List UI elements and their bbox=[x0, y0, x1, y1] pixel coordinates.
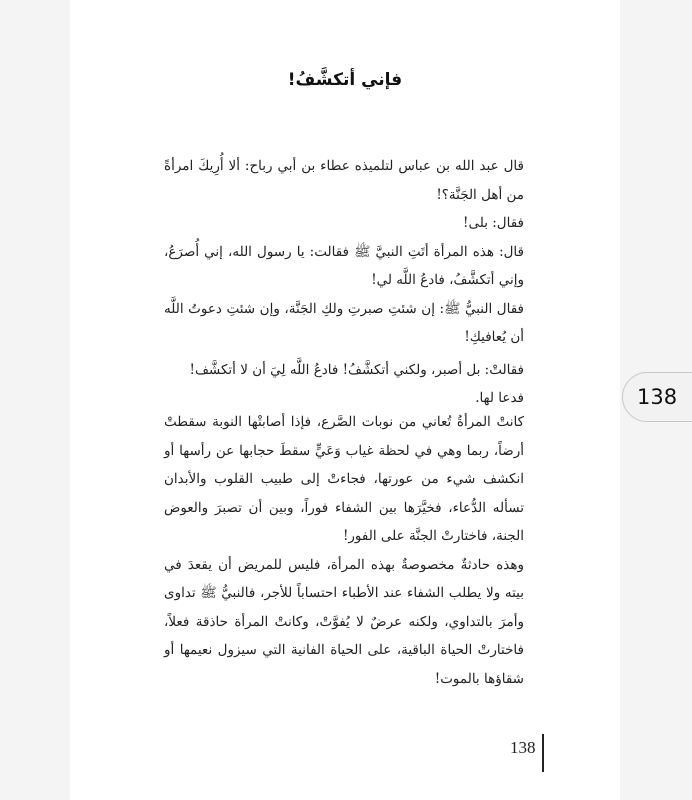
page-number-rule bbox=[542, 734, 544, 772]
page-title: فإني أتكشَّفُ! bbox=[287, 70, 403, 90]
paragraph: فدعا لها. bbox=[475, 390, 524, 406]
paragraph: قال: هذه المرأة أتَتِ النبيَّ ﷺ فقالت: يا رسول الله، إني أُصرَعُ، وإني أتكشَّفُ، فادعُ اللَّه لي! bbox=[164, 243, 524, 288]
hadith-block bbox=[164, 152, 524, 413]
paragraph: فقال: بلى! bbox=[463, 215, 524, 231]
paragraph: فقالتْ: بل أصبر، ولكني أتكشَّفُ! فادعُ اللَّه لِيَ أن لا أتكشَّف! bbox=[189, 361, 524, 378]
paragraph: فقال النبيُّ ﷺ: إن شئتِ صبرتِ ولكِ الجَنَّة، وإن شئتِ دعوتُ اللَّه أن يُعافيكِ! bbox=[164, 300, 524, 345]
page-indicator-badge[interactable]: 138 bbox=[622, 372, 692, 422]
paragraph: وهذه حادثةٌ مخصوصةٌ بهذه المرأة، فليس للمريض أن يقعدَ في بيته ولا يطلب الشفاء عند الأطباء احتساباً للأجر، فالنبيُّ ﷺ تداوى وأمرَ بالتداوي، ولكنه عرضٌ لا يُفوَّتْ، وكانتْ المرأة حاذقة فعلاً، فاختارتْ الحياة الباقية، على الحياة الفانية التي سيزول نعيمها أو شقاؤها بالموت! bbox=[164, 556, 524, 687]
commentary-block bbox=[164, 408, 524, 693]
paragraph: قال عبد الله بن عباس لتلميذه عطاء بن أبي رباح: ألا أُرِيكَ امرأةً من أهل الجَنَّة؟! bbox=[164, 158, 524, 203]
book-page bbox=[70, 0, 620, 800]
paragraph: كانتْ المرأةُ تُعاني من نوبات الصَّرع، فإذا أصابتْها النوبة سقطتْ أرضاً، ربما وهي في لحظة غياب وَعَيٍّ سقطَ حجابها عن رأسها أو انكشف شيء من عورتها، فجاءتْ إلى طبيب القلوب والأبدان تسأله الدُّعاء، فخيَّرَها بين الشفاء فوراً، وبين أن تصبرَ والعوض الجنة، فاختارتْ الجنَّة على الفور! bbox=[164, 414, 524, 544]
page-number: 138 bbox=[510, 738, 536, 757]
